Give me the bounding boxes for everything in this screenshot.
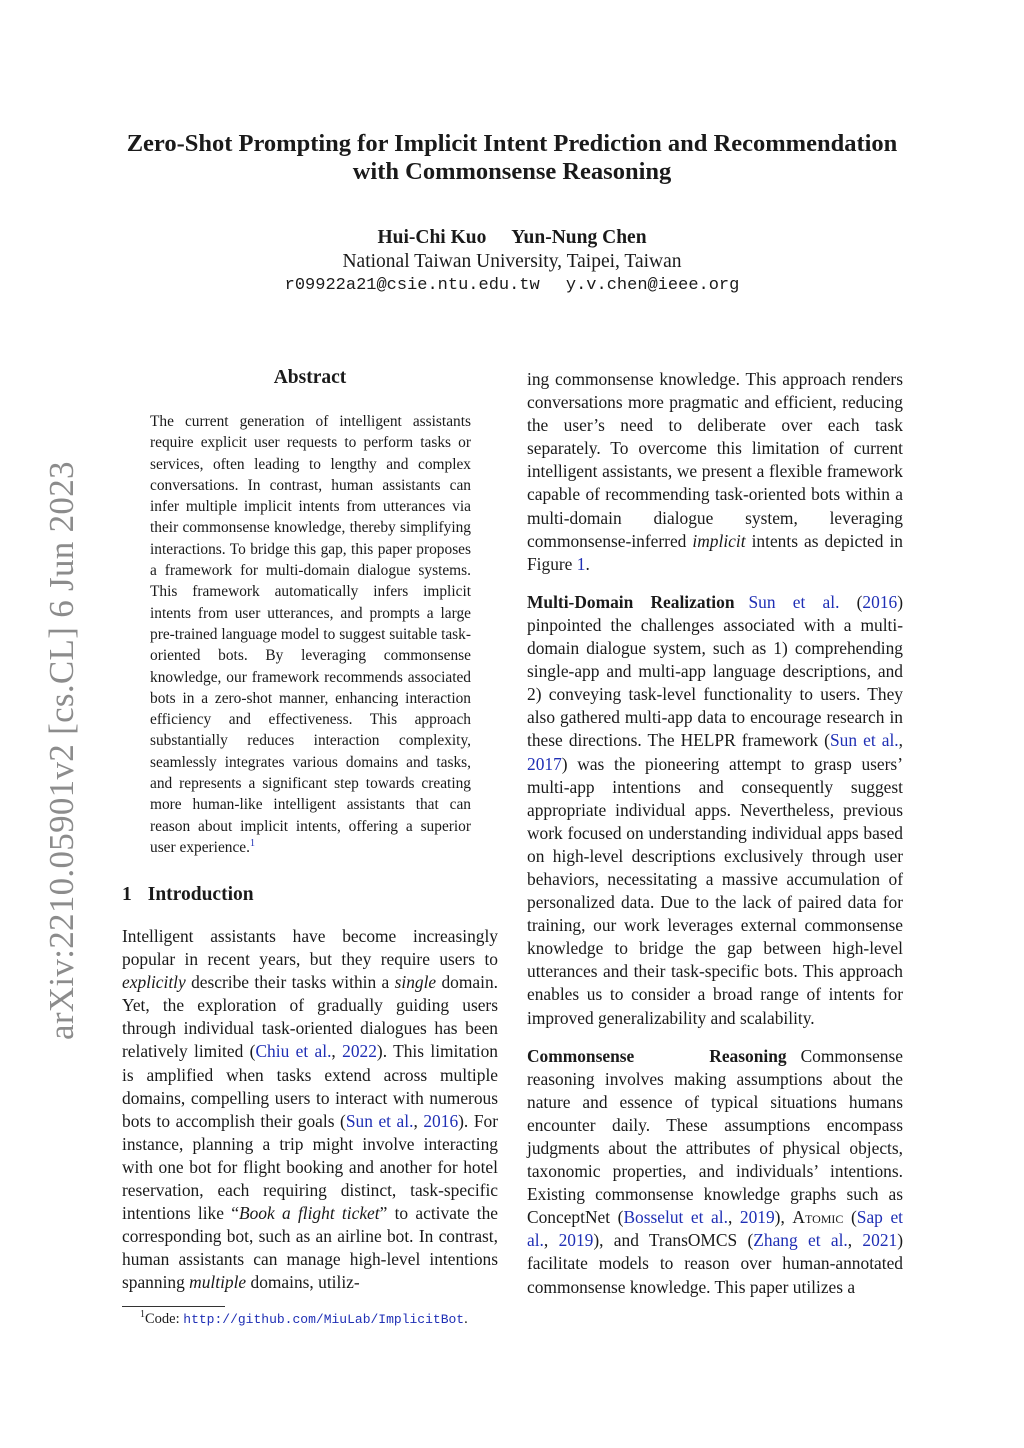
body-text: ) was the pioneering attempt to grasp users’ multi-app intentions and consequently suggest appropriate individual apps. Nevertheless, previous work focused on understanding individual apps based on high-level descriptions exclusively through user behaviors, necessitating a massive accumulation of personalized data. Due to the lack of paired data for training, our work leverages external commonsense knowledge to bridge the gap between high-level utterances and their task-specific bots. This approach enables us to consider a broad range of intents for improved generalizability and scalability. <box>527 753 903 1028</box>
title-line-1: Zero-Shot Prompting for Implicit Intent Prediction and Recommendation <box>126 130 898 157</box>
author-emails <box>0 276 1024 295</box>
body-text: ing commonsense knowledge. This approach renders conversations more pragmatic and efficient, reducing the user’s need to deliberate over each task separately. To overcome this limitation of current intelligent assistants, we present a flexible framework capable of recommending task-oriented bots within a multi-domain dialogue system, leveraging commonsense-inferred <box>527 369 903 551</box>
emphasis: single <box>394 972 437 993</box>
body-text: ) facilitate models to reason over human-annotated commonsense knowledge. This paper utilizes a <box>527 1230 903 1297</box>
citation-year-link[interactable]: 2016 <box>862 591 898 612</box>
body-text: ( <box>843 1207 857 1228</box>
body-text: ), and TransOMCS ( <box>593 1230 754 1251</box>
email-address: y.v.chen@ieee.org <box>565 276 740 295</box>
citation-year-link[interactable]: 2021 <box>862 1230 898 1251</box>
body-text: , <box>898 730 903 751</box>
body-text: intents as depicted in Figure <box>527 530 904 574</box>
paragraph-heading: Multi-Domain Realization <box>527 591 735 612</box>
emphasis: implicit <box>692 530 746 551</box>
footnote <box>140 1311 468 1328</box>
small-caps-term: Atomic <box>792 1207 844 1228</box>
body-text: Commonsense reasoning involves making assumptions about the nature and essence of typical situations humans encounter daily. These assumptions encompass judgments about the attributes of physical objects, taxonomic properties, and individuals’ intentions. Existing commonsense knowledge graphs such as ConceptNet ( <box>527 1045 903 1228</box>
citation-link[interactable]: Sun et al. <box>748 591 840 612</box>
citation-year-link[interactable]: 2022 <box>342 1041 377 1062</box>
body-text: Intelligent assistants have become increasingly popular in recent years, but they require users to <box>122 926 498 970</box>
footnote-divider <box>122 1306 225 1307</box>
multi-domain-paragraph <box>527 591 903 1030</box>
introduction-paragraph <box>122 925 498 1295</box>
body-text: . <box>585 553 590 574</box>
citation-link[interactable]: Sun et al. <box>829 730 899 751</box>
section-title: Introduction <box>147 884 254 905</box>
code-url-link[interactable]: http://github.com/MiuLab/ImplicitBot <box>183 1312 465 1327</box>
body-text: ), <box>774 1207 793 1228</box>
body-text: , <box>727 1207 740 1228</box>
body-text: domain. Yet, the exploration of gradually guiding users through individual task-oriented dialogues has been relatively limited ( <box>122 972 499 1062</box>
arxiv-identifier: arXiv:2210.05901v2 [cs.CL] 6 Jun 2023 <box>42 461 81 1040</box>
citation-link[interactable]: Bosselut et al. <box>623 1207 728 1228</box>
body-text: ( <box>839 591 863 612</box>
figure-reference-link[interactable]: 1 <box>576 553 586 574</box>
citation-year-link[interactable]: 2019 <box>558 1230 594 1251</box>
body-text: ” to activate the corresponding bot, such as an airline bot. In contrast, human assistants can manage high-level intentions spanning <box>122 1203 498 1293</box>
author-name: Hui-Chi Kuo <box>377 227 487 248</box>
author-name: Yun-Nung Chen <box>511 227 647 248</box>
body-text: ). This limitation is amplified when tasks extend across multiple domains, compelling users to interact with numerous bots to accomplish their goals ( <box>122 1041 498 1131</box>
footnote-end: . <box>464 1311 468 1327</box>
paper-title <box>100 130 924 186</box>
abstract-paragraph: The current generation of intelligent assistants require explicit user requests to perform tasks or services, often leading to lengthy and complex conversations. In contrast, human assistants can infer multiple implicit intents from utterances via their commonsense knowledge, thereby simplifying interactions. To bridge this gap, this paper proposes a framework for multi-domain dialogue systems. This framework automatically infers implicit intents from user utterances, and prompts a large pre-trained language model to suggest suitable task-oriented bots. By leveraging commonsense knowledge, our framework recommends associated bots in a zero-shot manner, enhancing interaction efficiency and effectiveness. This approach substantially reduces interaction complexity, seamlessly integrates various domains and tasks, and represents a significant step towards creating more human-like intelligent assistants that can reason about implicit intents, offering a superior user experience. <box>150 413 471 856</box>
citation-year-link[interactable]: 2017 <box>527 753 562 774</box>
abstract-text <box>150 411 471 858</box>
right-column <box>527 368 903 1299</box>
body-text: , <box>331 1041 343 1062</box>
emphasis: multiple <box>189 1272 247 1293</box>
footnote-number: 1 <box>140 1309 145 1321</box>
footnote-label: Code: <box>145 1311 184 1327</box>
email-address: r09922a21@csie.ntu.edu.tw <box>284 276 540 295</box>
citation-link[interactable]: Sap et al. <box>527 1207 903 1251</box>
citation-link[interactable]: Zhang et al. <box>753 1230 848 1251</box>
body-text: , <box>847 1230 863 1251</box>
body-text: ). For instance, planning a trip might involve interacting with one bot for flight booking and another for hotel reservation, each requiring distinct, task-specific intentions like “ <box>122 1110 498 1224</box>
emphasis: explicitly <box>122 972 186 993</box>
citation-link[interactable]: Sun et al. <box>345 1110 414 1131</box>
abstract-heading: Abstract <box>273 367 347 388</box>
emphasis: Book a flight ticket <box>238 1203 380 1224</box>
section-number: 1 <box>122 884 132 905</box>
citation-year-link[interactable]: 2019 <box>739 1207 775 1228</box>
footnote-marker[interactable]: 1 <box>249 837 255 849</box>
paragraph-heading: Commonsense Reasoning <box>527 1045 787 1066</box>
body-text: describe their tasks within a <box>185 972 395 993</box>
continuation-paragraph <box>527 368 903 576</box>
body-text: , <box>543 1230 559 1251</box>
title-line-2: with Commonsense Reasoning <box>352 158 672 185</box>
citation-year-link[interactable]: 2016 <box>423 1110 459 1131</box>
citation-link[interactable]: Chiu et al. <box>255 1041 332 1062</box>
body-text: domains, utiliz- <box>246 1272 360 1293</box>
commonsense-paragraph <box>527 1045 903 1299</box>
body-text: ) pinpointed the challenges associated with a multi-domain dialogue system, such as 1) comprehending single-app and multi-app language descriptions, and 2) conveying task-level functionality to users. They also gathered multi-app data to encourage research in these directions. The HELPR framework ( <box>527 591 903 751</box>
affiliation: National Taiwan University, Taipei, Taiwan <box>342 251 682 272</box>
body-text: , <box>413 1110 424 1131</box>
section-heading-introduction <box>122 884 254 906</box>
author-list <box>0 227 1024 249</box>
